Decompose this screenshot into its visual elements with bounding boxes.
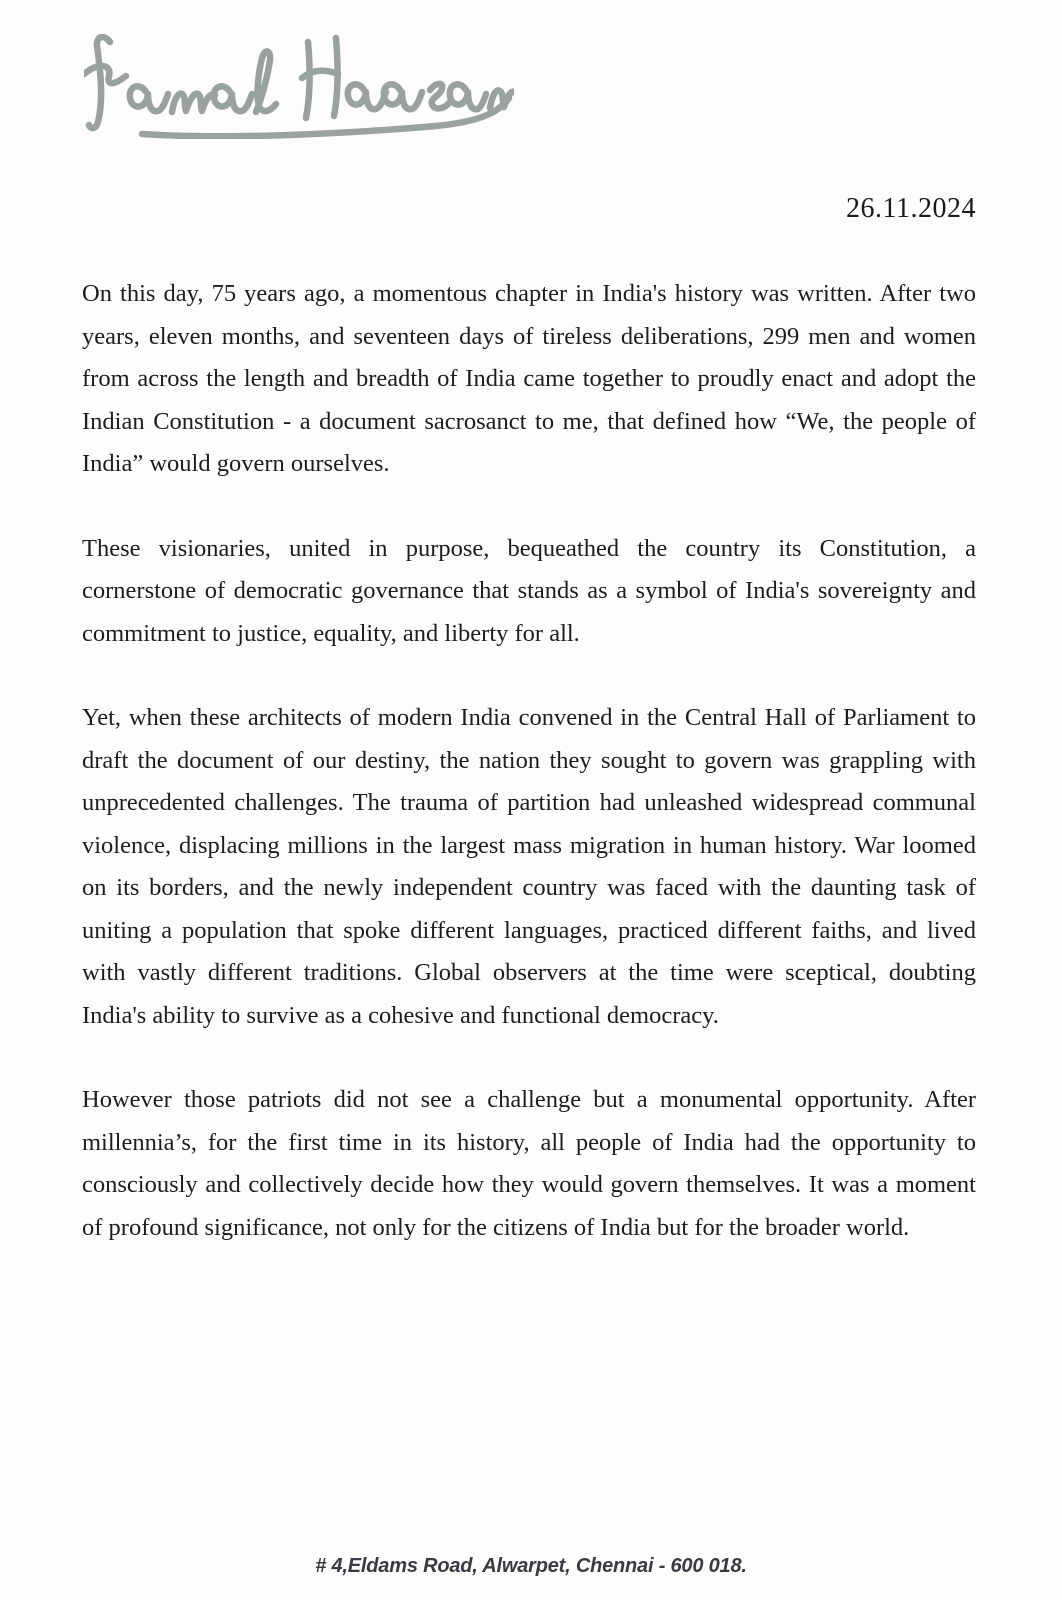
letter-paragraph-1: On this day, 75 years ago, a momentous chapter in India's history was written. After two years, eleven months, and seventeen days of tireless deliberations, 299 men and women from across the length and breadth of India came together to proudly enact and adopt the Indian Constitution - a document sacrosanct to me, that defined how “We, the people of India” would govern ourselves. <box>82 280 976 477</box>
footer-address: # 4,Eldams Road, Alwarpet, Chennai - 600 018. <box>315 1555 747 1577</box>
letter-paragraph-3: Yet, when these architects of modern India convened in the Central Hall of Parliament to draft the document of our destiny, the nation they sought to govern was grappling with unprecedented challenges. The trauma of partition had unleashed widespread communal violence, displacing millions in the largest mass migration in human history. War loomed on its borders, and the newly independent country was faced with the daunting task of uniting a population that spoke different languages, practiced different faiths, and lived with vastly different traditions. Global observers at the time were sceptical, doubting India's ability to survive as a cohesive and functional democracy. <box>82 704 976 1029</box>
kamal-haasan-signature-icon <box>84 34 514 139</box>
signature-block <box>82 34 976 139</box>
letter-body <box>82 273 976 1249</box>
letter-paragraph-4: However those patriots did not see a challenge but a monumental opportunity. After millennia’s, for the first time in its history, all people of India had the opportunity to consciously and collectively decide how they would govern themselves. It was a moment of profound significance, not only for the citizens of India but for the broader world. <box>82 1086 976 1241</box>
letter-paragraph-2: These visionaries, united in purpose, bequeathed the country its Constitution, a cornerstone of democratic governance that stands as a symbol of India's sovereignty and commitment to justice, equality, and liberty for all. <box>82 534 976 647</box>
letter-date: 26.11.2024 <box>846 193 976 224</box>
